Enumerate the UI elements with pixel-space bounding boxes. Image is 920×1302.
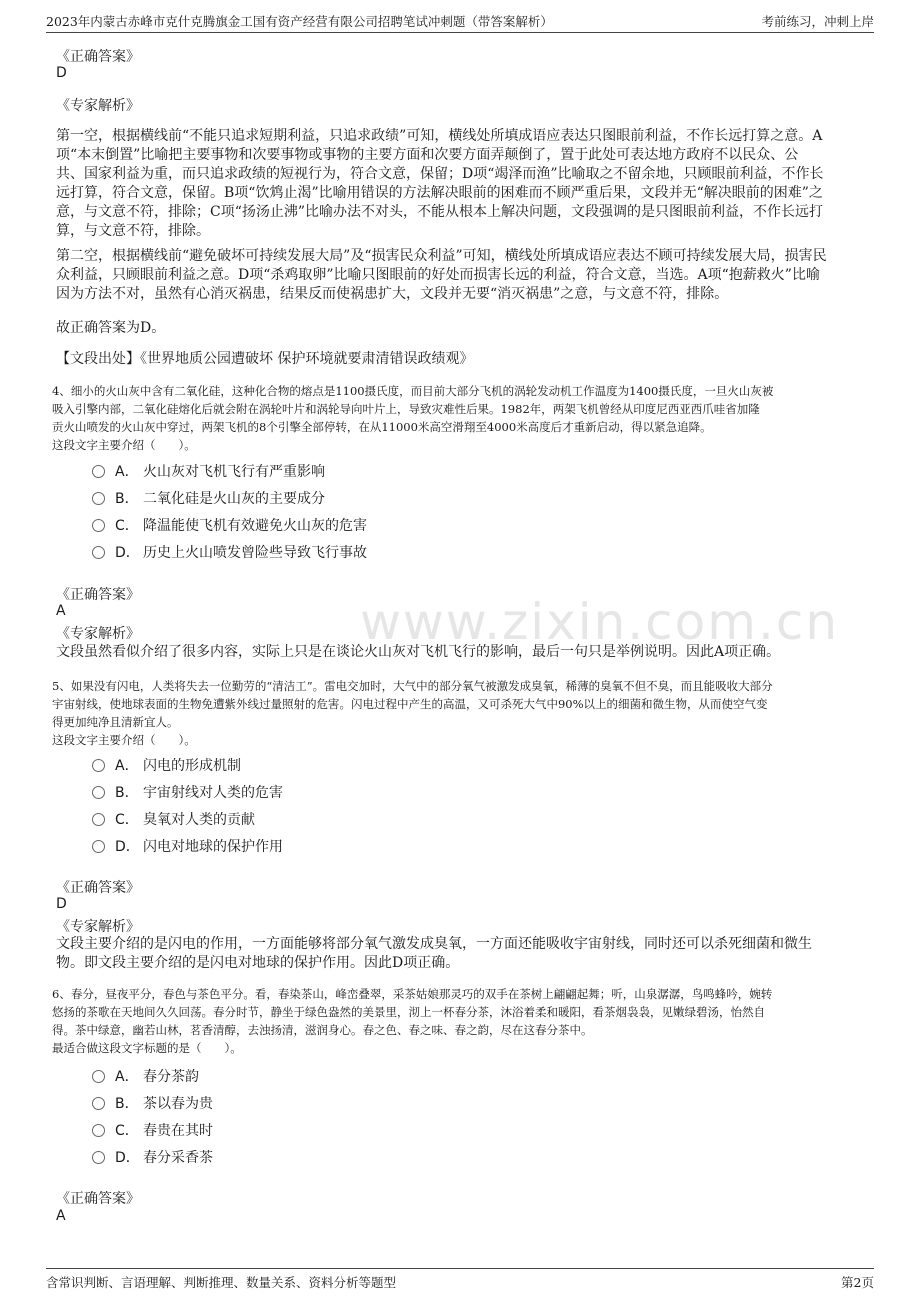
radio-button[interactable] [92,840,105,853]
answer-value: D [56,65,67,81]
analysis-label: 《专家解析》 [56,919,140,935]
page-footer [46,1268,874,1291]
radio-button[interactable] [92,813,105,826]
answer-label: 《正确答案》 [56,880,140,896]
q6-option-d[interactable]: D． 春分采香茶 [92,1147,213,1169]
radio-button[interactable] [92,1097,105,1110]
analysis-label: 《专家解析》 [56,626,140,642]
answer-label: 《正确答案》 [56,49,140,65]
answer-value: D [56,896,67,912]
source-citation: 【文段出处】《世界地质公园遭破坏 保护环境就要肃清错误政绩观》 [56,351,474,367]
document-title: 2023年内蒙古赤峰市克什克腾旗金工国有资产经营有限公司招聘笔试冲刺题（带答案解析） [46,14,553,29]
answer-label: 《正确答案》 [56,587,140,603]
analysis-text: 文段主要介绍的是闪电的作用，一方面能够将部分氧气激发成臭氧，一方面还能吸收宇宙射线，同时还可以杀死细菌和微生 物。即文段主要介绍的是闪电对地球的保护作用。因此D项正确。 [56,936,812,971]
radio-button[interactable] [92,1151,105,1164]
radio-button[interactable] [92,1124,105,1137]
radio-button[interactable] [92,546,105,559]
watermark: www.zixin.com.cn [360,593,840,651]
radio-button[interactable] [92,786,105,799]
radio-button[interactable] [92,759,105,772]
answer-label: 《正确答案》 [56,1191,140,1207]
page-header [46,10,874,33]
q5-option-a[interactable]: A． 闪电的形成机制 [92,755,241,777]
question-5-text: 5、如果没有闪电，人类将失去一位勤劳的“清洁工”。雷电交加时，大气中的部分氧气被激发成臭氧，稀薄的臭氧不但不臭，而且能吸收大部分 宇宙射线，使地球表面的生物免遭紫外线过量照射的危害。闪电过程中产生的高温，又可杀死大气中90%以上的细菌和微生物，从而使空气变 得更加纯净且清新宜人。 这段文字主要介绍（ ）。 [52,679,773,747]
radio-button[interactable] [92,465,105,478]
q4-option-b[interactable]: B． 二氧化硅是火山灰的主要成分 [92,488,325,510]
analysis-label: 《专家解析》 [56,98,140,114]
q4-option-a[interactable]: A． 火山灰对飞机飞行有严重影响 [92,461,325,483]
analysis-conclusion: 故正确答案为D。 [56,320,166,336]
header-tagline: 考前练习，冲刺上岸 [761,14,874,29]
question-4-text: 4、细小的火山灰中含有二氧化硅，这种化合物的熔点是1100摄氏度，而目前大部分飞机的涡轮发动机工作温度为1400摄氏度，一旦火山灰被 吸入引擎内部，二氧化硅熔化后就会附在涡轮叶片和涡轮导向叶片上，导致灾难性后果。1982年，两架飞机曾经从印度尼西亚西爪哇省加隆 贡火山喷发的火山灰中穿过，两架飞机的8个引擎全部停转，在从11000米高空滑翔至4000米高度后才重新启动，得以紧急追降。 这段文字主要介绍（ ）。 [52,384,774,452]
q6-option-c[interactable]: C． 春贵在其时 [92,1120,213,1142]
q5-option-b[interactable]: B． 宇宙射线对人类的危害 [92,782,283,804]
q4-option-c[interactable]: C． 降温能使飞机有效避免火山灰的危害 [92,515,367,537]
analysis-text: 文段虽然看似介绍了很多内容，实际上只是在谈论火山灰对飞机飞行的影响，最后一句只是举例说明。因此A项正确。 [56,644,781,660]
q5-option-d[interactable]: D． 闪电对地球的保护作用 [92,836,283,858]
page-number: 第2页 [841,1275,874,1290]
analysis-paragraph-1: 第一空，根据横线前“不能只追求短期利益，只追求政绩”可知，横线处所填成语应表达只图眼前利益，不作长远打算之意。A 项“本末倒置”比喻把主要事物和次要事物或事物的主要方面和次要方面弄颠倒了，置于此处可表达地方政府不以民众、公 共、国家利益为重，而只追求政绩的短视行为，符合文意，保留；D项“竭泽而渔”比喻取之不留余地，只顾眼前利益，不作长 远打算，符合文意，保留。B项“饮鸩止渴”比喻用错误的方法解决眼前的困难而不顾严重后果，文段并无“解决眼前的困难”之 意，与文意不符，排除；C项“扬汤止沸”比喻办法不对头，不能从根本上解决问题，文段强调的是只图眼前利益，不作长远打 算，与文意不符，排除。 [56,128,824,239]
analysis-paragraph-2: 第二空，根据横线前“避免破坏可持续发展大局”及“损害民众利益”可知，横线处所填成语应表达不顾可持续发展大局，损害民 众利益，只顾眼前利益之意。D项“杀鸡取卵”比喻只图眼前的好处而损害长远的利益，符合文意，当选。A项“抱薪救火”比喻 因为方法不对，虽然有心消灭祸患，结果反而使祸患扩大，文段并无要“消灭祸患”之意，与文意不符，排除。 [56,248,827,302]
answer-value: A [56,1208,66,1224]
answer-value: A [56,603,66,619]
footer-topics: 含常识判断、言语理解、判断推理、数量关系、资料分析等题型 [46,1275,397,1290]
radio-button[interactable] [92,492,105,505]
q6-option-a[interactable]: A． 春分茶韵 [92,1066,199,1088]
q6-option-b[interactable]: B． 茶以春为贵 [92,1093,213,1115]
radio-button[interactable] [92,519,105,532]
q4-option-d[interactable]: D． 历史上火山喷发曾险些导致飞行事故 [92,542,367,564]
radio-button[interactable] [92,1070,105,1083]
question-6-text: 6、春分，昼夜平分，春色与茶色平分。看，春染茶山，峰峦叠翠，采茶姑娘那灵巧的双手在茶树上翩翩起舞；听，山泉潺潺，鸟鸣蜂吟，婉转 悠扬的茶歌在天地间久久回荡。春分时节，静坐于绿色盎然的美景里，沏上一杯春分茶，沐浴着柔和暖阳，看茶烟袅袅，见嫩绿碧汤，怡然自 得。茶中绿意，幽若山林，茗香清醇，去浊扬清，滋润身心。春之色、春之味、春之韵，尽在这春分茶中。 最适合做这段文字标题的是（ ）。 [52,987,773,1055]
q5-option-c[interactable]: C． 臭氧对人类的贡献 [92,809,255,831]
